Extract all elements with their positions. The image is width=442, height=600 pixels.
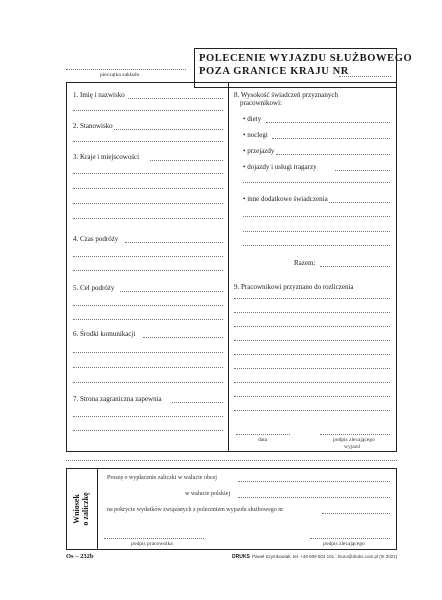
allowance-porters-line[interactable] xyxy=(335,170,390,171)
issuer-signature-label: podpis zlecającego xyxy=(323,541,365,547)
settlement-line-6[interactable] xyxy=(234,368,390,369)
issuer-signature-line[interactable] xyxy=(310,538,390,539)
allowance-other-label: • inne dodatkowe świadczenia xyxy=(243,195,328,203)
field-transport-label: 6. Środki komunikacji xyxy=(73,330,136,338)
allowance-transport-line[interactable] xyxy=(276,154,390,155)
column-divider xyxy=(228,82,229,452)
allowance-per-diem-line[interactable] xyxy=(266,122,390,123)
form-code: Os – 232b xyxy=(66,553,94,560)
advance-side-title-1: Wniosek xyxy=(72,494,81,524)
advance-line-3-label: na pokrycie wydatków związanych z poleceniem wyjazdu służbowego nr xyxy=(107,507,284,513)
advance-pln-line[interactable] xyxy=(238,497,390,498)
allowance-transport-label: • przejazdy xyxy=(243,147,275,155)
field-foreign-side-line-3[interactable] xyxy=(73,430,223,431)
field-countries-line-2[interactable] xyxy=(73,173,223,174)
allowance-other-line-3[interactable] xyxy=(243,231,390,232)
field-name-line-2[interactable] xyxy=(73,110,223,111)
section-8-title: 8. Wysokość świadczeń przyznanych xyxy=(234,91,339,99)
field-foreign-side-line-2[interactable] xyxy=(73,416,223,417)
allowance-other-line[interactable] xyxy=(329,202,390,203)
field-position-line-2[interactable] xyxy=(73,141,223,142)
settlement-line-5[interactable] xyxy=(234,354,390,355)
advance-side-title-2: o zaliczkę xyxy=(81,492,90,526)
field-countries-line[interactable] xyxy=(150,160,223,161)
field-purpose-line-2[interactable] xyxy=(73,305,223,306)
field-purpose-label: 5. Cel podróży xyxy=(73,284,115,292)
title-line-1: POLECENIE WYJAZDU SŁUŻBOWEGO xyxy=(199,53,413,64)
field-foreign-side-label: 7. Strona zagraniczna zapewnia xyxy=(73,395,162,403)
order-signature-line[interactable] xyxy=(320,434,390,435)
field-travel-time-line[interactable] xyxy=(125,242,223,243)
field-travel-time-line-3[interactable] xyxy=(73,270,223,271)
advance-order-number-line[interactable] xyxy=(322,513,390,514)
settlement-line-3[interactable] xyxy=(234,326,390,327)
field-name-line[interactable] xyxy=(128,98,223,99)
allowance-lodging-line[interactable] xyxy=(272,138,390,139)
advance-side-divider xyxy=(97,468,98,550)
settlement-line-1[interactable] xyxy=(234,298,390,299)
advance-foreign-currency-line[interactable] xyxy=(238,481,390,482)
field-purpose-line[interactable] xyxy=(120,291,223,292)
settlement-line-9[interactable] xyxy=(234,410,390,411)
field-countries-line-5[interactable] xyxy=(73,218,223,219)
settlement-line-7[interactable] xyxy=(234,382,390,383)
total-label: Razem: xyxy=(294,259,316,267)
publisher-brand: DRUKS xyxy=(232,554,250,560)
section-9-title: 9. Pracownikowi przyznano do rozliczenia xyxy=(234,283,354,291)
field-travel-time-label: 4. Czas podróży xyxy=(73,235,119,243)
order-signature-label: podpis zlecającego xyxy=(333,437,375,443)
advance-line-2-label: w walucie polskiej xyxy=(185,491,230,497)
allowance-per-diem-label: • diety xyxy=(243,115,262,123)
field-purpose-line-3[interactable] xyxy=(73,319,223,320)
date-label: data xyxy=(258,437,268,443)
employee-signature-line[interactable] xyxy=(104,538,204,539)
allowance-other-line-4[interactable] xyxy=(243,245,390,246)
allowance-other-line-2[interactable] xyxy=(243,216,390,217)
settlement-line-4[interactable] xyxy=(234,340,390,341)
publisher-info: Paweł Szymkowiak, tel. +48 609 503 101 ; biuro@druks.com.pl (III 2021) xyxy=(252,554,398,559)
date-line[interactable] xyxy=(236,434,290,435)
stamp-label: pieczątka zakładu xyxy=(100,72,140,78)
number-line[interactable] xyxy=(339,76,391,77)
field-countries-line-3[interactable] xyxy=(73,188,223,189)
cut-line xyxy=(66,460,397,461)
field-transport-line-3[interactable] xyxy=(73,367,223,368)
field-transport-line-2[interactable] xyxy=(73,352,223,353)
allowance-porters-line-2[interactable] xyxy=(243,182,390,183)
field-name-label: 1. Imię i nazwisko xyxy=(73,91,125,99)
employee-signature-label: podpis pracownika xyxy=(131,541,173,547)
stamp-line xyxy=(66,69,186,70)
field-foreign-side-line[interactable] xyxy=(172,402,223,403)
field-transport-line[interactable] xyxy=(143,337,223,338)
order-signature-label-cont: wyjazd xyxy=(344,444,360,450)
field-travel-time-line-2[interactable] xyxy=(73,256,223,257)
field-countries-label: 3. Kraje i miejscowości xyxy=(73,153,140,161)
title-line-2: POZA GRANICE KRAJU NR xyxy=(199,66,349,77)
allowance-lodging-label: • noclegi xyxy=(243,131,268,139)
field-position-line[interactable] xyxy=(114,129,223,130)
total-line[interactable] xyxy=(320,266,390,267)
advance-line-1-label: Proszę o wypłacenie zaliczki w walucie obcej xyxy=(107,475,217,481)
field-countries-line-4[interactable] xyxy=(73,203,223,204)
field-transport-line-4[interactable] xyxy=(73,382,223,383)
section-8-title-cont: pracownikowi: xyxy=(240,99,282,107)
settlement-line-8[interactable] xyxy=(234,396,390,397)
advance-side-title xyxy=(72,479,92,539)
settlement-line-2[interactable] xyxy=(234,312,390,313)
field-position-label: 2. Stanowisko xyxy=(73,122,113,130)
allowance-porters-label: • dojazdy i usługi tragarzy xyxy=(243,163,317,171)
